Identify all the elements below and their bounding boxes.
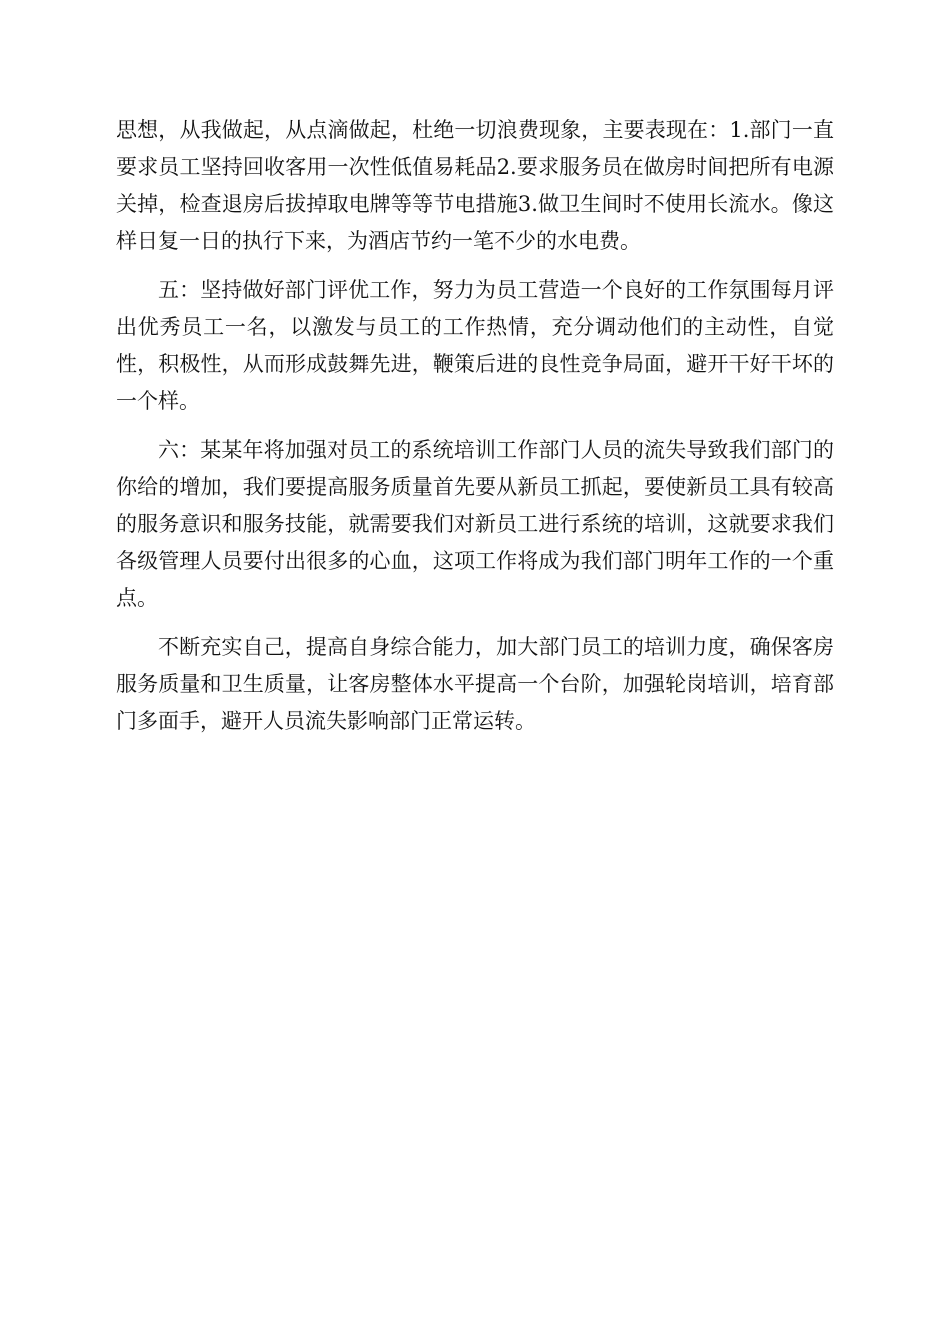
paragraph-employee-evaluation: 五：坚持做好部门评优工作，努力为员工营造一个良好的工作氛围每月评出优秀员工一名，以激发与员工的工作热情，充分调动他们的主动性，自觉性，积极性，从而形成鼓舞先进，鞭策后进的良性竞争局面，避开干好干坏的一个样。 [116,278,834,413]
paragraph-self-improvement: 不断充实自己，提高自身综合能力，加大部门员工的培训力度，确保客房服务质量和卫生质量，让客房整体水平提高一个台阶，加强轮岗培训，培育部门多面手，避开人员流失影响部门正常运转。 [116,635,834,733]
paragraph-staff-training: 六：某某年将加强对员工的系统培训工作部门人员的流失导致我们部门的你给的增加，我们要提高服务质量首先要从新员工抓起，要使新员工具有较高的服务意识和服务技能，就需要我们对新员工进行系统的培训，这就要求我们各级管理人员要付出很多的心血，这项工作将成为我们部门明年工作的一个重点。 [116,438,834,610]
paragraph-energy-saving: 思想，从我做起，从点滴做起，杜绝一切浪费现象，主要表现在：1.部门一直要求员工坚持回收客用一次性低值易耗品2.要求服务员在做房时间把所有电源关掉，检查退房后拔掉取电牌等等节电措施3.做卫生间时不使用长流水。像这样日复一日的执行下来，为酒店节约一笔不少的水电费。 [116,118,834,253]
document-page [116,112,834,752]
